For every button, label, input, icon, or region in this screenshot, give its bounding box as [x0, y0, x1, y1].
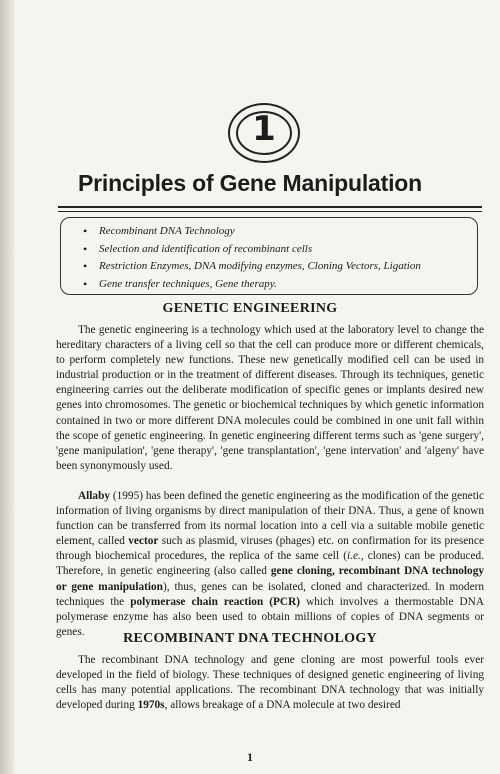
topic-item: • Selection and identification of recombinant cells: [83, 241, 421, 259]
chapter-number-badge: [228, 103, 300, 163]
paragraph-text: The recombinant DNA technology and gene cloning are most powerful tools ever developed in the field of biology. These techniques of designed genetic engineering of living cells has many potential applications. The recombinant DNA technology that was initially developed during: [56, 654, 484, 712]
section-heading-genetic-engineering: GENETIC ENGINEERING: [162, 301, 338, 316]
chapter-title: Principles of Gene Manipulation: [78, 170, 422, 196]
paragraph-text: such as plasmid, viruses (phages) etc. on confirmation for its presence through biochemical procedures, the replica of the same cell (: [56, 535, 484, 563]
term-ie: i.e.,: [346, 550, 364, 563]
topic-item: • Recombinant DNA Technology: [83, 223, 421, 241]
term-vector: vector: [128, 535, 159, 548]
paragraph-text: clones) can be produced. Therefore, in genetic engineering (also called: [56, 550, 484, 578]
paragraph-recombinant-dna: [56, 653, 484, 713]
title-rule: [58, 206, 482, 208]
paragraph-text: ), thus, genes can be isolated, cloned and characterized. In modern techniques the: [56, 580, 484, 608]
term-1970s: 1970s: [137, 699, 165, 712]
term-pcr: polymerase chain reaction (PCR): [130, 595, 301, 608]
topic-item: • Restriction Enzymes, DNA modifying enzymes, Cloning Vectors, Ligation: [83, 258, 421, 276]
author-name: Allaby: [78, 490, 111, 502]
chapter-topics-box: [60, 217, 478, 295]
paragraph-allaby: [56, 489, 484, 640]
paragraph-text: (1995) has been defined the genetic engineering as the modification of the genetic information of living organisms by direct manipulation of their DNA. Thus, a gene of known function can be transferred from its normal location into a cell via a suitable mobile genetic element, called: [56, 490, 484, 548]
chapter-topics-list: [83, 223, 421, 293]
book-spine-shadow: [0, 0, 14, 774]
paragraph-text: , allows breakage of a DNA molecule at two desired: [164, 699, 401, 712]
term-gene-cloning: gene cloning, recombinant DNA technology or gene manipulation: [56, 565, 485, 593]
paragraph-genetic-engineering-definition: The genetic engineering is a technology which used at the laboratory level to change the hereditary characters of a living cell so that the cell can produce more or different chemicals, to perform completely new functions. These new genetically modified cell can be used in industrial production or in the treatment of different diseases. Through its techniques, genetic engineering carries out the deliberate modification of specific genes or implants desired new genes into chromosomes. The genetic or biochemical techniques by which genetic information contained in two or more different DNA molecules could be combined in one unit fall within the scope of genetic engineering. In genetic engineering different terms such as 'gene surgery', 'gene manipulation', 'gene therapy', 'gene transplantation', 'gene intervation' and 'algeny' have been synonymously used.: [56, 324, 484, 472]
section-heading-recombinant-dna: RECOMBINANT DNA TECHNOLOGY: [123, 631, 377, 646]
page-number: 1: [247, 750, 253, 764]
title-rule-thin: [58, 211, 482, 212]
paragraph-text: which involves a thermostable DNA polymerase enzyme has also been used to obtain millions of copies of DNA segments or genes.: [56, 595, 484, 638]
topic-item: • Gene transfer techniques, Gene therapy.: [83, 276, 421, 294]
chapter-number: 1: [252, 109, 276, 149]
